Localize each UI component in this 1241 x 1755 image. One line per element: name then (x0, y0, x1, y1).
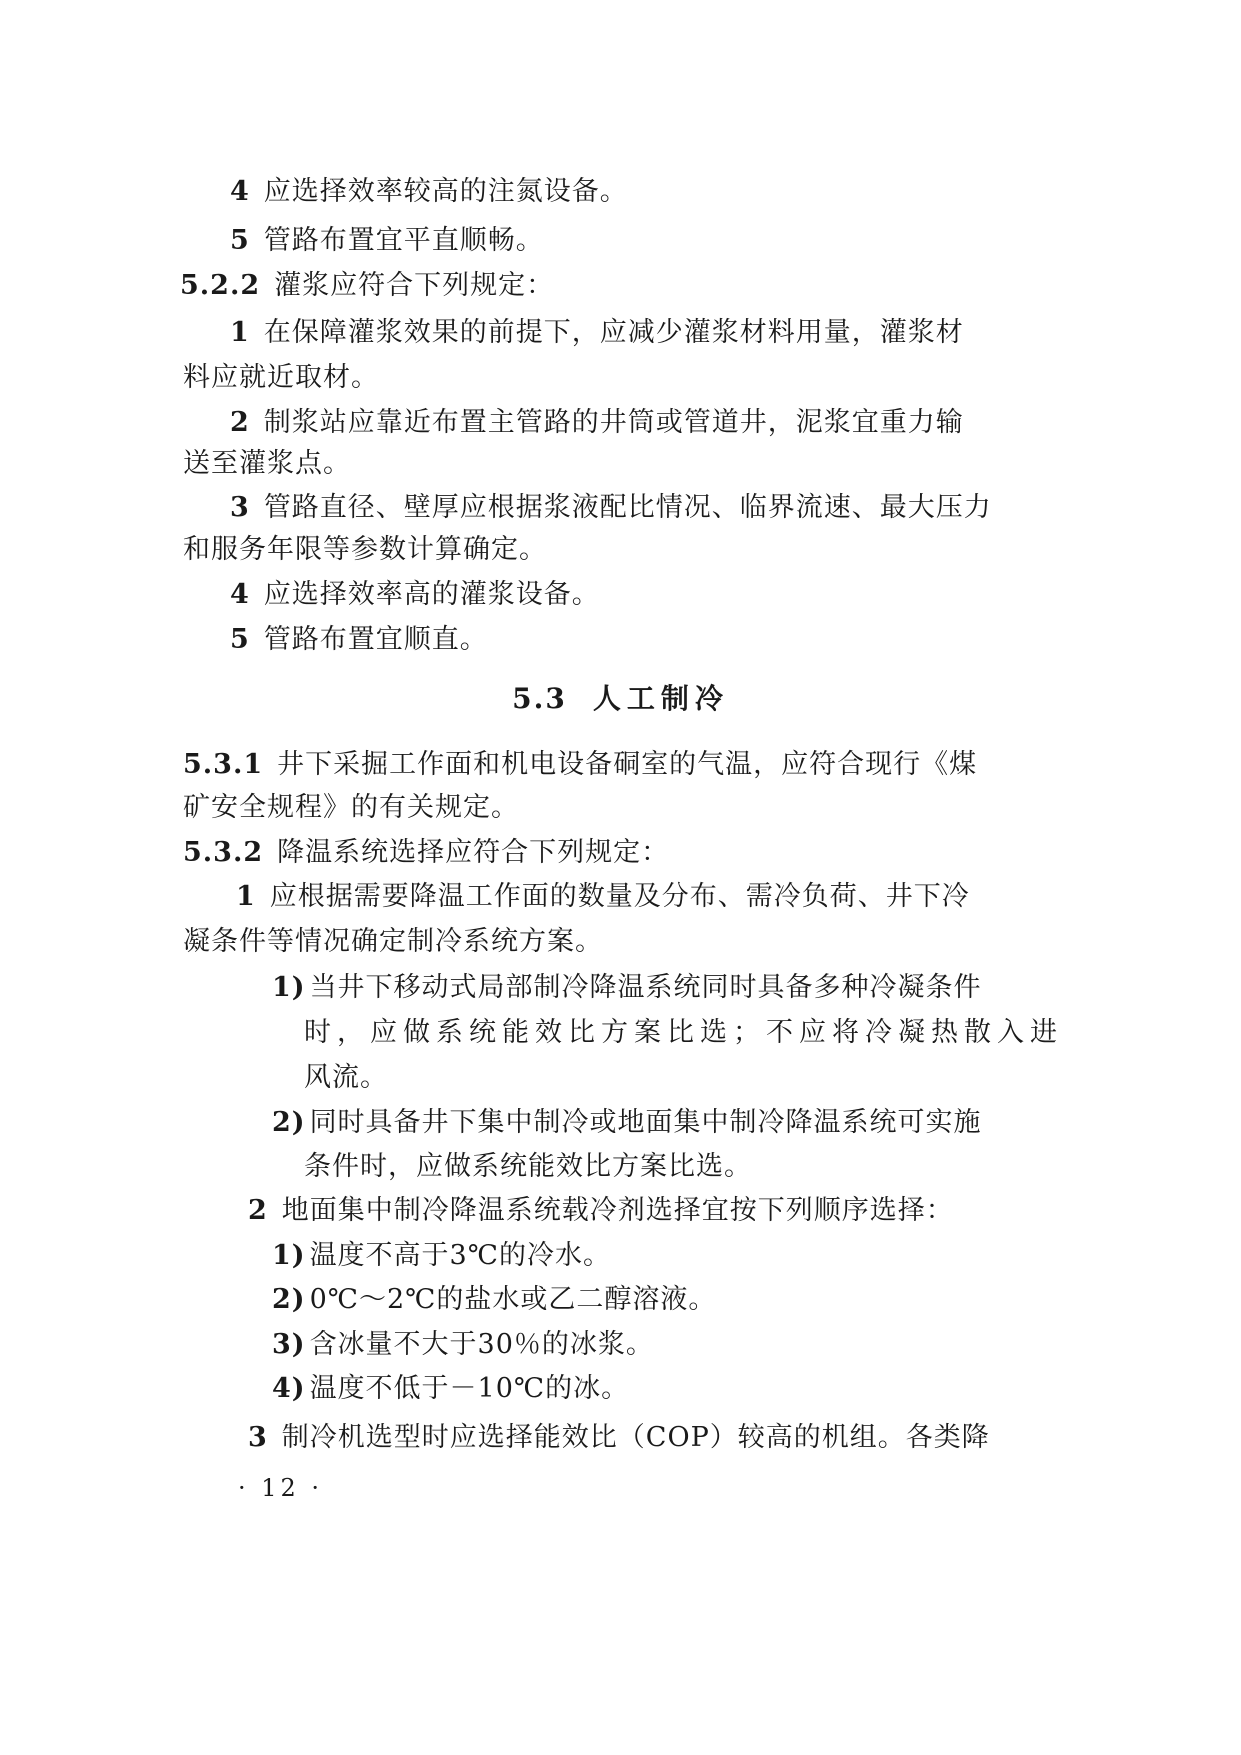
coolant-option-2 (0, 1280, 1241, 1320)
sub-item-text: 当井下移动式局部制冷降温系统同时具备多种冷凝条件 (309, 972, 982, 1003)
clause-5-3-1 (0, 745, 1241, 785)
item-text: 地面集中制冷降温系统载冷剂选择宜按下列顺序选择： (281, 1195, 954, 1226)
clause-5-2-2-2 (0, 403, 1241, 443)
sub-item-number: 1) (272, 1240, 306, 1271)
sub-item-number: 3) (272, 1329, 306, 1360)
clause-5-2-2-2-cont (0, 444, 1241, 484)
clause-5-2-2-4 (0, 575, 1241, 615)
clause-text-continued: 矿安全规程》的有关规定。 (183, 792, 519, 823)
clause-5-2-1-4 (0, 172, 1241, 212)
coolant-option-4 (0, 1369, 1241, 1409)
sub-item-2 (0, 1103, 1241, 1143)
clause-5-3-1-cont (0, 788, 1241, 828)
item-number: 3 (248, 1422, 268, 1453)
coolant-option-3 (0, 1325, 1241, 1365)
item-number: 2 (230, 407, 250, 438)
clause-5-3-2 (0, 833, 1241, 873)
clause-number: 5.3.2 (183, 837, 264, 868)
section-number: 5.3 (512, 682, 567, 715)
item-text: 管路布置宜顺直。 (263, 624, 488, 655)
item-text-continued: 和服务年限等参数计算确定。 (183, 534, 547, 565)
item-number: 4 (230, 579, 250, 610)
clause-number: 5.3.1 (183, 749, 264, 780)
sub-item-2-cont (0, 1147, 1241, 1187)
sub-item-number: 2) (272, 1107, 306, 1138)
item-text: 在保障灌浆效果的前提下，应减少灌浆材料用量，灌浆材 (263, 317, 964, 348)
sub-item-text-continued: 条件时，应做系统能效比方案比选。 (304, 1151, 752, 1182)
item-text-continued: 料应就近取材。 (183, 362, 379, 393)
item-number: 3 (230, 492, 250, 523)
clause-5-2-2-1 (0, 313, 1241, 353)
sub-item-number: 4) (272, 1373, 306, 1404)
item-text-continued: 凝条件等情况确定制冷系统方案。 (183, 926, 603, 957)
sub-item-number: 1) (272, 972, 306, 1003)
item-text: 管路直径、壁厚应根据浆液配比情况、临界流速、最大压力 (263, 492, 992, 523)
sub-item-text: 温度不低于－10℃的冰。 (309, 1373, 630, 1404)
clause-text: 降温系统选择应符合下列规定： (277, 837, 670, 868)
clause-5-3-2-2 (0, 1191, 1241, 1231)
item-text: 应选择效率较高的注氮设备。 (263, 176, 628, 207)
item-text-continued: 送至灌浆点。 (183, 448, 351, 479)
sub-item-text: 含冰量不大于30％的冰浆。 (309, 1329, 654, 1360)
clause-5-3-2-1 (0, 877, 1241, 917)
sub-item-text: 温度不高于3℃的冷水。 (309, 1240, 611, 1271)
clause-5-2-2-3-cont (0, 530, 1241, 570)
item-number: 4 (230, 176, 250, 207)
item-text: 管路布置宜平直顺畅。 (263, 225, 544, 256)
clause-5-2-2 (0, 266, 1241, 306)
clause-text: 井下采掘工作面和机电设备硐室的气温，应符合现行《煤 (277, 749, 978, 780)
item-text: 制冷机选型时应选择能效比（COP）较高的机组。各类降 (281, 1422, 990, 1453)
clause-5-3-2-1-cont (0, 922, 1241, 962)
sub-item-text: 0℃～2℃的盐水或乙二醇溶液。 (309, 1284, 717, 1315)
clause-5-2-2-3 (0, 488, 1241, 528)
sub-item-number: 2) (272, 1284, 306, 1315)
sub-item-1-cont-b (0, 1058, 1241, 1098)
sub-item-text-continued: 时，应做系统能效比方案比选；不应将冷凝热散入进 (304, 1017, 1063, 1048)
clause-5-3-2-3 (0, 1418, 1241, 1458)
item-number: 1 (236, 881, 256, 912)
sub-item-text-continued: 风流。 (304, 1062, 388, 1093)
section-heading (0, 679, 1241, 719)
item-number: 1 (230, 317, 250, 348)
clause-5-2-2-5 (0, 620, 1241, 660)
page-number: · 12 · (238, 1474, 324, 1502)
item-number: 2 (248, 1195, 268, 1226)
clause-number: 5.2.2 (180, 270, 261, 301)
clause-5-2-2-1-cont (0, 358, 1241, 398)
item-number: 5 (230, 624, 250, 655)
section-title: 人工制冷 (592, 682, 729, 715)
coolant-option-1 (0, 1236, 1241, 1276)
sub-item-1-cont-a (0, 1013, 1241, 1053)
item-text: 应根据需要降温工作面的数量及分布、需冷负荷、井下冷 (269, 881, 970, 912)
sub-item-text: 同时具备井下集中制冷或地面集中制冷降温系统可实施 (309, 1107, 982, 1138)
clause-text: 灌浆应符合下列规定： (274, 270, 555, 301)
item-text: 应选择效率高的灌浆设备。 (263, 579, 600, 610)
sub-item-1 (0, 968, 1241, 1008)
item-text: 制浆站应靠近布置主管路的井筒或管道井，泥浆宜重力输 (263, 407, 964, 438)
item-number: 5 (230, 225, 250, 256)
clause-5-2-1-5 (0, 221, 1241, 261)
